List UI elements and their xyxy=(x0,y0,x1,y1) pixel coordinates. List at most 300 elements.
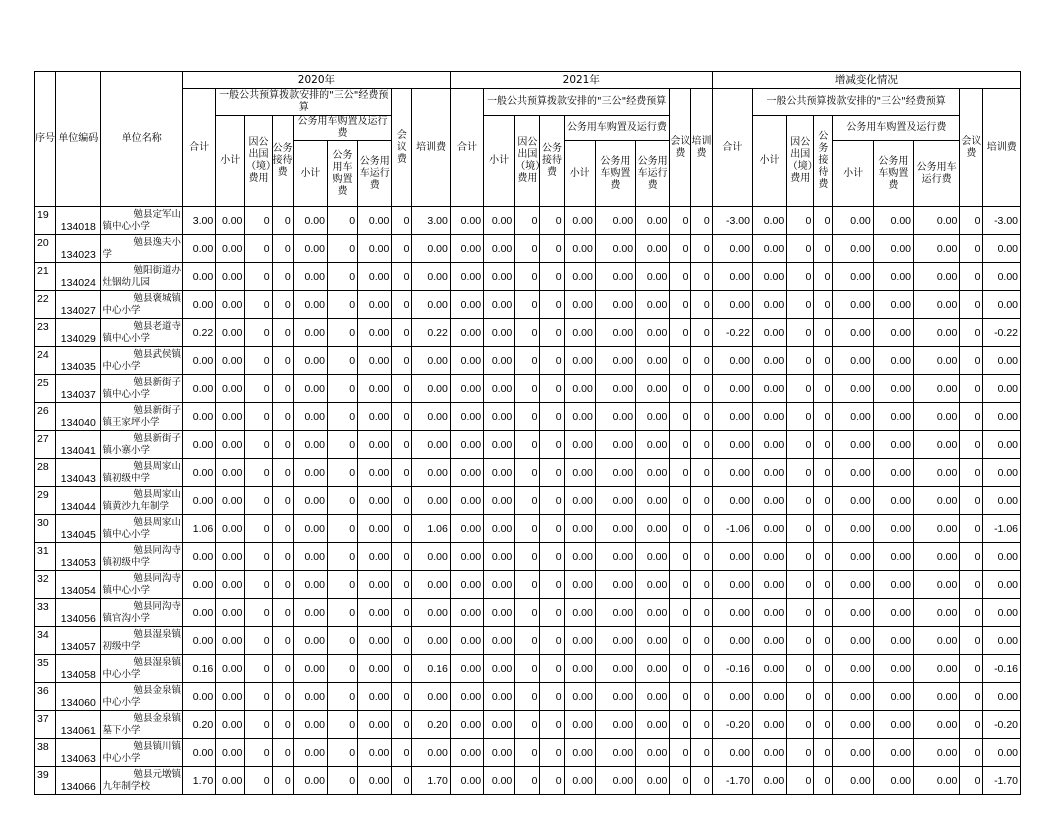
header-vehicle-purchase: 公务用车购置费 xyxy=(327,141,357,207)
row-value-cell: 0.00 xyxy=(450,403,483,431)
row-value-cell: 0.00 xyxy=(484,431,515,459)
table-row xyxy=(35,459,1021,487)
header-year-2020: 2020年 xyxy=(182,72,450,89)
row-value-cell: 0 xyxy=(392,263,412,291)
row-value-cell: 0.00 xyxy=(752,543,786,571)
row-unit-name-line2: 镇中心小学 xyxy=(102,584,150,596)
row-value-cell: 3.00 xyxy=(412,207,450,235)
row-value-cell: 0 xyxy=(960,403,983,431)
row-unit-name-line1: 勉县新街子 xyxy=(133,432,181,444)
row-value-cell: 0 xyxy=(540,515,564,543)
row-value-cell: 0.00 xyxy=(484,543,515,571)
row-unit-code: 134029 xyxy=(56,319,101,347)
row-value-cell: 0.00 xyxy=(450,767,483,795)
row-value-cell: 0.00 xyxy=(293,347,327,375)
table-row xyxy=(35,487,1021,515)
row-value-cell: 0.00 xyxy=(752,599,786,627)
row-value-cell: 0.00 xyxy=(182,459,215,487)
row-value-cell: 0.00 xyxy=(595,263,635,291)
row-value-cell: 0 xyxy=(787,263,814,291)
row-value-cell: 0.00 xyxy=(450,207,483,235)
row-value-cell: 0.00 xyxy=(914,711,960,739)
row-value-cell: 0.00 xyxy=(914,235,960,263)
row-value-cell: 0.00 xyxy=(358,683,392,711)
row-value-cell: 0.00 xyxy=(873,347,913,375)
row-value-cell: 0 xyxy=(515,767,540,795)
row-value-cell: 0 xyxy=(787,403,814,431)
row-value-cell: 0.00 xyxy=(752,291,786,319)
row-value-cell: 0 xyxy=(245,459,272,487)
row-value-cell: 0 xyxy=(540,655,564,683)
row-value-cell: 0 xyxy=(272,291,293,319)
row-value-cell: 0.00 xyxy=(873,571,913,599)
row-value-cell: 0 xyxy=(272,655,293,683)
row-value-cell: 0.00 xyxy=(833,739,873,767)
row-value-cell: 0.00 xyxy=(712,571,752,599)
row-value-cell: 0.00 xyxy=(293,319,327,347)
row-value-cell: 0 xyxy=(787,459,814,487)
row-value-cell: 0.00 xyxy=(564,431,595,459)
row-value-cell: 0.00 xyxy=(412,431,450,459)
row-value-cell: 0.00 xyxy=(358,515,392,543)
row-seq: 30 xyxy=(35,515,56,543)
row-value-cell: 0 xyxy=(272,543,293,571)
row-value-cell: 0 xyxy=(272,459,293,487)
row-value-cell: 0.00 xyxy=(914,627,960,655)
header-vehicle-group: 公务用车购置及运行费 xyxy=(564,116,670,141)
row-unit-code: 134027 xyxy=(56,291,101,319)
header-abroad: 因公出国（境）费用 xyxy=(245,116,272,207)
row-value-cell: 0 xyxy=(691,347,712,375)
header-reception: 公务接待费 xyxy=(540,116,564,207)
row-unit-name xyxy=(101,543,183,571)
row-value-cell: 0.00 xyxy=(182,683,215,711)
table-row xyxy=(35,515,1021,543)
table-row xyxy=(35,683,1021,711)
row-value-cell: 0.00 xyxy=(914,207,960,235)
header-training: 培训费 xyxy=(412,89,450,207)
row-value-cell: 0 xyxy=(245,767,272,795)
row-value-cell: 0 xyxy=(691,235,712,263)
row-value-cell: 0 xyxy=(392,543,412,571)
header-total: 合计 xyxy=(712,89,752,207)
row-value-cell: 0 xyxy=(540,319,564,347)
row-value-cell: 0.00 xyxy=(216,515,245,543)
row-value-cell: 0 xyxy=(515,543,540,571)
row-unit-name xyxy=(101,739,183,767)
row-value-cell: 0 xyxy=(327,403,357,431)
table-row xyxy=(35,543,1021,571)
row-value-cell: -3.00 xyxy=(983,207,1021,235)
row-value-cell: 0 xyxy=(327,487,357,515)
row-value-cell: 0.00 xyxy=(564,599,595,627)
row-value-cell: 0.00 xyxy=(712,403,752,431)
row-unit-name xyxy=(101,459,183,487)
row-value-cell: 0.00 xyxy=(833,403,873,431)
row-value-cell: 0.00 xyxy=(216,375,245,403)
row-value-cell: 0.00 xyxy=(752,207,786,235)
row-value-cell: 0 xyxy=(787,711,814,739)
header-change: 增减变化情况 xyxy=(712,72,1020,89)
row-value-cell: 0.00 xyxy=(293,683,327,711)
header-subtotal: 小计 xyxy=(833,141,873,207)
row-value-cell: 0.20 xyxy=(412,711,450,739)
row-value-cell: 0.00 xyxy=(564,767,595,795)
row-value-cell: 0.00 xyxy=(833,683,873,711)
table-row xyxy=(35,739,1021,767)
table-row xyxy=(35,431,1021,459)
row-seq: 19 xyxy=(35,207,56,235)
row-value-cell: 0 xyxy=(670,599,691,627)
row-value-cell: 0.00 xyxy=(412,291,450,319)
row-unit-name xyxy=(101,767,183,795)
row-value-cell: 0.00 xyxy=(484,263,515,291)
row-value-cell: 0 xyxy=(515,515,540,543)
row-unit-code: 134035 xyxy=(56,347,101,375)
row-value-cell: 0.00 xyxy=(873,739,913,767)
table-row xyxy=(35,403,1021,431)
row-value-cell: 0.00 xyxy=(983,739,1021,767)
row-unit-name xyxy=(101,263,183,291)
row-value-cell: 0.00 xyxy=(484,459,515,487)
row-value-cell: 0 xyxy=(691,711,712,739)
row-value-cell: 0.00 xyxy=(833,375,873,403)
row-value-cell: 0.00 xyxy=(293,543,327,571)
row-unit-name-line2: 初级中学 xyxy=(102,640,141,652)
header-meeting: 会议费 xyxy=(392,89,412,207)
row-value-cell: 0.00 xyxy=(983,571,1021,599)
row-unit-name-line2: 镇中心小学 xyxy=(102,388,150,400)
row-value-cell: 0.00 xyxy=(983,403,1021,431)
row-value-cell: 0 xyxy=(327,627,357,655)
row-unit-name-line2: 镇中心小学 xyxy=(102,332,150,344)
row-value-cell: 0.00 xyxy=(595,571,635,599)
row-value-cell: 0.00 xyxy=(983,347,1021,375)
row-value-cell: 0.00 xyxy=(182,739,215,767)
row-value-cell: 0 xyxy=(960,571,983,599)
row-value-cell: 0.00 xyxy=(293,739,327,767)
row-value-cell: 0.00 xyxy=(833,655,873,683)
row-value-cell: 0.00 xyxy=(636,319,670,347)
row-value-cell: 0 xyxy=(540,683,564,711)
row-value-cell: 0.00 xyxy=(873,599,913,627)
row-value-cell: 0.00 xyxy=(293,655,327,683)
row-value-cell: 0 xyxy=(327,291,357,319)
row-value-cell: 0.00 xyxy=(595,291,635,319)
row-value-cell: 0.00 xyxy=(873,403,913,431)
row-value-cell: 0.00 xyxy=(216,347,245,375)
row-value-cell: 0.00 xyxy=(450,319,483,347)
row-value-cell: 0.00 xyxy=(484,207,515,235)
row-unit-name xyxy=(101,711,183,739)
row-value-cell: 0.00 xyxy=(873,655,913,683)
row-value-cell: 0 xyxy=(515,263,540,291)
header-training: 培训费 xyxy=(983,89,1021,207)
row-value-cell: 0 xyxy=(670,375,691,403)
row-value-cell: 0.00 xyxy=(873,627,913,655)
row-value-cell: 0.00 xyxy=(182,571,215,599)
table-row xyxy=(35,207,1021,235)
row-value-cell: 0 xyxy=(814,543,833,571)
row-value-cell: 0.00 xyxy=(293,207,327,235)
row-value-cell: 0.00 xyxy=(636,767,670,795)
row-value-cell: 0 xyxy=(515,655,540,683)
row-value-cell: 0 xyxy=(392,599,412,627)
row-value-cell: 0 xyxy=(245,235,272,263)
row-value-cell: 0 xyxy=(392,683,412,711)
row-value-cell: 0 xyxy=(515,347,540,375)
row-value-cell: 0 xyxy=(272,515,293,543)
row-unit-name-line1: 勉县同沟寺 xyxy=(133,572,181,584)
row-value-cell: 0 xyxy=(691,431,712,459)
row-unit-name-line1: 勉县新街子 xyxy=(133,376,181,388)
row-value-cell: 0 xyxy=(691,739,712,767)
row-value-cell: 0 xyxy=(540,291,564,319)
row-unit-name xyxy=(101,291,183,319)
row-value-cell: 0.00 xyxy=(216,767,245,795)
row-value-cell: 0 xyxy=(814,347,833,375)
row-value-cell: 0.00 xyxy=(595,515,635,543)
row-value-cell: 0.00 xyxy=(983,599,1021,627)
row-value-cell: 0.00 xyxy=(595,207,635,235)
row-value-cell: 0 xyxy=(814,207,833,235)
row-value-cell: 0.00 xyxy=(752,235,786,263)
row-value-cell: 0.00 xyxy=(914,739,960,767)
row-value-cell: 0.00 xyxy=(983,627,1021,655)
row-unit-code: 134056 xyxy=(56,599,101,627)
header-total: 合计 xyxy=(182,89,215,207)
row-unit-name xyxy=(101,235,183,263)
row-value-cell: 0.00 xyxy=(293,263,327,291)
row-value-cell: 0.00 xyxy=(752,571,786,599)
row-value-cell: 0.00 xyxy=(450,515,483,543)
row-value-cell: 0.00 xyxy=(983,487,1021,515)
row-value-cell: 0 xyxy=(787,739,814,767)
row-unit-name-line1: 勉县定军山 xyxy=(133,208,181,220)
row-value-cell: 0 xyxy=(691,627,712,655)
row-value-cell: 0 xyxy=(272,683,293,711)
row-value-cell: 0.00 xyxy=(182,375,215,403)
row-unit-name-line2: 九年制学校 xyxy=(102,780,150,792)
row-unit-name-line1: 勉县同沟寺 xyxy=(133,544,181,556)
row-seq: 29 xyxy=(35,487,56,515)
row-value-cell: 0.00 xyxy=(712,263,752,291)
row-value-cell: 0.00 xyxy=(564,263,595,291)
row-value-cell: 0 xyxy=(960,683,983,711)
row-value-cell: 0 xyxy=(670,235,691,263)
row-value-cell: 0.00 xyxy=(564,683,595,711)
budget-table xyxy=(34,71,1021,795)
row-value-cell: 0.00 xyxy=(873,291,913,319)
row-value-cell: 0.00 xyxy=(914,655,960,683)
row-value-cell: 0.00 xyxy=(293,235,327,263)
row-value-cell: 0 xyxy=(691,767,712,795)
row-value-cell: 0.00 xyxy=(833,263,873,291)
row-value-cell: 0 xyxy=(960,459,983,487)
row-value-cell: 1.06 xyxy=(412,515,450,543)
row-value-cell: 0.00 xyxy=(450,235,483,263)
row-value-cell: 0.00 xyxy=(412,543,450,571)
row-value-cell: 0 xyxy=(515,683,540,711)
row-value-cell: 0 xyxy=(327,767,357,795)
row-unit-code: 134040 xyxy=(56,403,101,431)
row-value-cell: 0 xyxy=(327,711,357,739)
row-value-cell: 0.00 xyxy=(983,291,1021,319)
row-value-cell: 0.00 xyxy=(358,319,392,347)
row-value-cell: 0.00 xyxy=(358,207,392,235)
row-unit-code: 134053 xyxy=(56,543,101,571)
row-unit-name xyxy=(101,683,183,711)
row-value-cell: 0.00 xyxy=(564,739,595,767)
row-value-cell: 0.00 xyxy=(182,403,215,431)
row-value-cell: 0 xyxy=(392,319,412,347)
row-value-cell: 0 xyxy=(787,347,814,375)
row-unit-code: 134037 xyxy=(56,375,101,403)
row-value-cell: 0.00 xyxy=(712,291,752,319)
row-value-cell: 0.00 xyxy=(412,459,450,487)
row-value-cell: 0.00 xyxy=(450,683,483,711)
row-value-cell: 0 xyxy=(670,767,691,795)
row-value-cell: 0.00 xyxy=(595,655,635,683)
row-value-cell: 0.00 xyxy=(450,263,483,291)
row-unit-name xyxy=(101,515,183,543)
row-value-cell: 0 xyxy=(670,291,691,319)
row-value-cell: 0.00 xyxy=(412,739,450,767)
row-value-cell: 0.00 xyxy=(216,403,245,431)
row-unit-code: 134058 xyxy=(56,655,101,683)
row-value-cell: 0 xyxy=(272,487,293,515)
row-unit-name-line1: 勉阳街道办 xyxy=(133,264,181,276)
row-value-cell: 1.70 xyxy=(412,767,450,795)
row-value-cell: 0.00 xyxy=(564,459,595,487)
row-unit-name-line2: 镇中心小学 xyxy=(102,220,150,232)
row-value-cell: 0.00 xyxy=(914,319,960,347)
row-value-cell: 0.00 xyxy=(752,767,786,795)
row-unit-code: 134018 xyxy=(56,207,101,235)
row-value-cell: 0 xyxy=(670,403,691,431)
row-seq: 34 xyxy=(35,627,56,655)
row-unit-name xyxy=(101,627,183,655)
row-value-cell: 0.00 xyxy=(636,627,670,655)
row-value-cell: 0.00 xyxy=(412,571,450,599)
row-value-cell: 0.00 xyxy=(293,375,327,403)
row-value-cell: 0 xyxy=(515,571,540,599)
row-value-cell: 0.00 xyxy=(293,403,327,431)
row-value-cell: 0 xyxy=(787,235,814,263)
row-value-cell: 0.00 xyxy=(484,291,515,319)
row-value-cell: 0.00 xyxy=(216,655,245,683)
row-value-cell: 0 xyxy=(245,683,272,711)
row-value-cell: 0 xyxy=(515,459,540,487)
row-value-cell: 0 xyxy=(245,543,272,571)
row-value-cell: 0 xyxy=(540,739,564,767)
row-value-cell: 0 xyxy=(272,263,293,291)
row-value-cell: 0.00 xyxy=(914,375,960,403)
row-value-cell: 0 xyxy=(540,403,564,431)
row-value-cell: 0.00 xyxy=(712,459,752,487)
row-value-cell: 0 xyxy=(960,627,983,655)
row-value-cell: 0 xyxy=(245,599,272,627)
row-value-cell: 0 xyxy=(670,207,691,235)
row-value-cell: 0 xyxy=(814,431,833,459)
row-value-cell: 0 xyxy=(515,235,540,263)
row-value-cell: 0.00 xyxy=(450,431,483,459)
header-three-public: 一般公共预算拨款安排的"三公"经费预算 xyxy=(216,89,392,116)
row-unit-name-line1: 勉县金泉镇 xyxy=(133,684,181,696)
row-value-cell: 0 xyxy=(691,599,712,627)
row-value-cell: 0.00 xyxy=(412,599,450,627)
row-value-cell: 0.00 xyxy=(484,711,515,739)
row-value-cell: 0 xyxy=(814,739,833,767)
row-value-cell: 0 xyxy=(540,543,564,571)
row-value-cell: 0 xyxy=(691,459,712,487)
row-value-cell: 0.00 xyxy=(484,319,515,347)
row-value-cell: 0.00 xyxy=(636,375,670,403)
row-seq: 33 xyxy=(35,599,56,627)
header-vehicle-running: 公务用车运行费 xyxy=(914,141,960,207)
row-value-cell: 0.00 xyxy=(564,627,595,655)
row-value-cell: 0.00 xyxy=(873,319,913,347)
row-value-cell: 0 xyxy=(691,319,712,347)
row-value-cell: 0.00 xyxy=(636,347,670,375)
row-value-cell: 0.00 xyxy=(873,711,913,739)
row-value-cell: 0 xyxy=(787,543,814,571)
row-value-cell: 0.00 xyxy=(752,627,786,655)
row-value-cell: 0.00 xyxy=(873,487,913,515)
row-value-cell: 0 xyxy=(540,207,564,235)
row-value-cell: 0 xyxy=(960,347,983,375)
row-value-cell: -0.20 xyxy=(983,711,1021,739)
row-value-cell: 0 xyxy=(691,655,712,683)
row-value-cell: 0.16 xyxy=(412,655,450,683)
row-unit-name-line1: 勉县金泉镇 xyxy=(133,712,181,724)
row-value-cell: 0.00 xyxy=(358,711,392,739)
row-value-cell: 0.00 xyxy=(914,543,960,571)
row-value-cell: 0.00 xyxy=(752,459,786,487)
row-value-cell: 0 xyxy=(327,739,357,767)
row-value-cell: 0 xyxy=(670,543,691,571)
row-value-cell: 0.00 xyxy=(914,599,960,627)
row-value-cell: 0.00 xyxy=(484,403,515,431)
row-value-cell: 0 xyxy=(245,207,272,235)
row-value-cell: 0 xyxy=(327,543,357,571)
row-unit-name-line1: 勉县同沟寺 xyxy=(133,600,181,612)
row-value-cell: 0 xyxy=(392,739,412,767)
row-unit-name-line2: 中心小学 xyxy=(102,668,141,680)
row-unit-name-line2: 中心小学 xyxy=(102,360,141,372)
row-value-cell: 0 xyxy=(272,571,293,599)
row-value-cell: 0.00 xyxy=(914,571,960,599)
row-value-cell: 0 xyxy=(540,263,564,291)
table-row xyxy=(35,291,1021,319)
row-value-cell: 0 xyxy=(814,767,833,795)
row-value-cell: 0.00 xyxy=(595,739,635,767)
header-training: 培训费 xyxy=(691,89,712,207)
header-three-public: 一般公共预算拨款安排的"三公"经费预算 xyxy=(752,89,959,116)
row-value-cell: 0.00 xyxy=(983,375,1021,403)
row-value-cell: 0.00 xyxy=(752,487,786,515)
row-value-cell: 0 xyxy=(787,683,814,711)
row-value-cell: 0.00 xyxy=(484,487,515,515)
row-unit-name-line1: 勉县湿泉镇 xyxy=(133,628,181,640)
row-value-cell: 0 xyxy=(691,571,712,599)
row-value-cell: 0 xyxy=(814,263,833,291)
row-unit-name xyxy=(101,319,183,347)
row-value-cell: 0 xyxy=(787,571,814,599)
row-value-cell: 0 xyxy=(814,571,833,599)
row-value-cell: 0.00 xyxy=(636,291,670,319)
header-subtotal: 小计 xyxy=(484,116,515,207)
